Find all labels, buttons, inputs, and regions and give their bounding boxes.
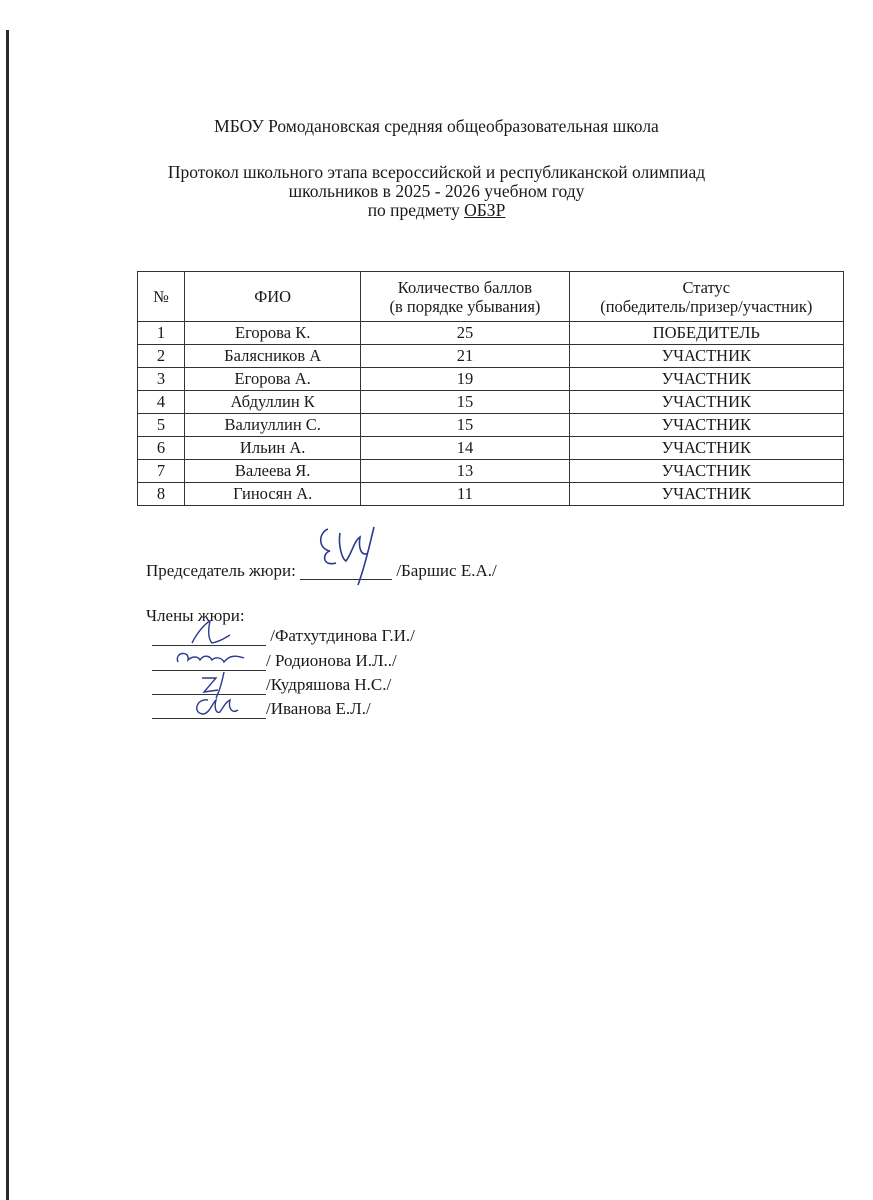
signature-icon: [300, 523, 392, 583]
signature-icon: [152, 692, 266, 722]
chair-line: [146, 561, 497, 580]
chair-name: /Баршис Е.А./: [396, 561, 497, 580]
protocol-line-1: Протокол школьного этапа всероссийской и республиканской олимпиад: [167, 162, 706, 182]
row-score: 13: [361, 460, 569, 483]
row-score: 19: [361, 368, 569, 391]
header-score-line2: (в порядке убывания): [389, 296, 541, 316]
member-name: /Фатхутдинова Г.И./: [266, 626, 415, 645]
row-num: 6: [138, 437, 185, 460]
member-signature: [152, 700, 266, 719]
table-row: [138, 322, 844, 345]
header-score: [361, 272, 569, 322]
table-row: [138, 437, 844, 460]
row-num: 5: [138, 414, 185, 437]
school-name: МБОУ Ромодановская средняя общеобразовательная школа: [214, 116, 659, 136]
row-num: 3: [138, 368, 185, 391]
row-name: Валеева Я.: [185, 460, 361, 483]
table-row: [138, 345, 844, 368]
row-status: УЧАСТНИК: [569, 483, 843, 506]
row-num: 1: [138, 322, 185, 345]
table-row: [138, 414, 844, 437]
header-status: [569, 272, 843, 322]
table-row: [138, 460, 844, 483]
row-status: УЧАСТНИК: [569, 391, 843, 414]
row-score: 15: [361, 414, 569, 437]
jury-member: [152, 699, 371, 722]
row-status: УЧАСТНИК: [569, 437, 843, 460]
row-status: УЧАСТНИК: [569, 414, 843, 437]
row-status: УЧАСТНИК: [569, 368, 843, 391]
row-status: ПОБЕДИТЕЛЬ: [569, 322, 843, 345]
chair-signature: [300, 561, 392, 580]
row-score: 21: [361, 345, 569, 368]
row-name: Валиуллин С.: [185, 414, 361, 437]
table-header-row: [138, 272, 844, 322]
row-num: 7: [138, 460, 185, 483]
members-label: Члены жюри:: [146, 606, 245, 625]
header-name: ФИО: [185, 272, 361, 322]
row-num: 4: [138, 391, 185, 414]
row-score: 14: [361, 437, 569, 460]
header-score-line1: Количество баллов: [397, 277, 533, 297]
row-num: 8: [138, 483, 185, 506]
member-name: /Кудряшова Н.С./: [266, 675, 392, 694]
row-name: Ильин А.: [185, 437, 361, 460]
header-status-line1: Статус: [682, 277, 731, 297]
subject-prefix: по предмету: [367, 200, 465, 220]
member-name: /Иванова Е.Л./: [266, 699, 371, 718]
row-name: Гиносян А.: [185, 483, 361, 506]
chair-label: Председатель жюри:: [146, 561, 301, 580]
protocol-title: [0, 163, 873, 220]
row-num: 2: [138, 345, 185, 368]
header-num: №: [138, 272, 185, 322]
row-score: 25: [361, 322, 569, 345]
subject-line: [0, 201, 873, 220]
table-row: [138, 368, 844, 391]
member-name: / Родионова И.Л../: [266, 651, 397, 670]
row-name: Егорова А.: [185, 368, 361, 391]
row-score: 11: [361, 483, 569, 506]
header-status-line2: (победитель/призер/участник): [600, 296, 813, 316]
protocol-line-2: школьников в 2025 - 2026 учебном году: [288, 181, 585, 201]
table-row: [138, 483, 844, 506]
row-name: Балясников А: [185, 345, 361, 368]
subject-name: ОБЗР: [464, 200, 506, 220]
row-status: УЧАСТНИК: [569, 345, 843, 368]
results-table: [137, 271, 844, 506]
table-row: [138, 391, 844, 414]
row-name: Егорова К.: [185, 322, 361, 345]
row-name: Абдуллин К: [185, 391, 361, 414]
row-status: УЧАСТНИК: [569, 460, 843, 483]
row-score: 15: [361, 391, 569, 414]
